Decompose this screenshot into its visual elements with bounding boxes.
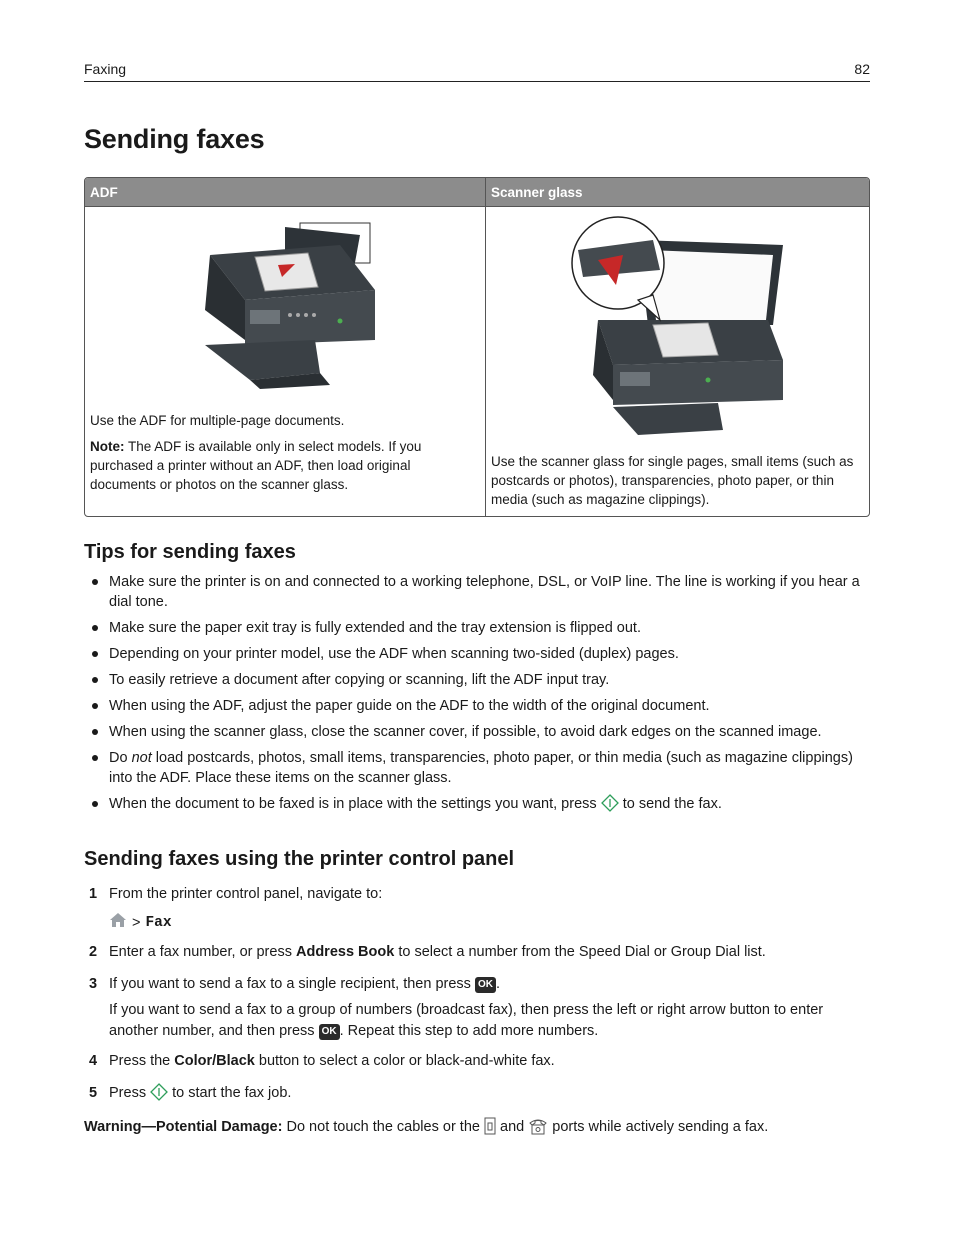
tip8-pre: When the document to be faxed is in place with the settings you want, press <box>109 796 601 812</box>
warning-label: Warning—Potential Damage: <box>84 1119 283 1135</box>
list-item <box>84 794 870 818</box>
phone-port-icon <box>528 1117 548 1141</box>
list-item: Make sure the paper exit tray is fully extended and the tray extension is flipped out. <box>84 618 870 638</box>
step3-pre: If you want to send a fax to a single recipient, then press <box>109 976 475 992</box>
adf-note-label: Note: <box>90 439 125 454</box>
warning-post: ports while actively sending a fax. <box>548 1119 769 1135</box>
adf-note-text: The ADF is available only in select models. If you purchased a printer without an ADF, then load original documents or photos on the scanner glass. <box>90 439 422 492</box>
tip7-post: load postcards, photos, small items, transparencies, photo paper, or thin media (such as magazine clippings) into the ADF. Place these items on the scanner glass. <box>109 750 853 786</box>
header-section: Faxing <box>84 61 127 77</box>
tip7-pre: Do <box>109 750 132 766</box>
ok-button-icon: OK <box>475 977 496 993</box>
step4-bold: Color/Black <box>174 1053 255 1069</box>
warning-mid: and <box>495 1119 529 1135</box>
method-table <box>84 177 870 517</box>
page-title: Sending faxes <box>84 124 265 154</box>
ok-button-icon: OK <box>319 1024 340 1040</box>
path-separator: > <box>132 915 141 931</box>
list-item: Depending on your printer model, use the ADF when scanning two-sided (duplex) pages. <box>84 644 870 664</box>
step-number: 4 <box>89 1053 98 1069</box>
list-item: Make sure the printer is on and connected to a working telephone, DSL, or VoIP line. The line is working if you hear a dial tone. <box>84 572 870 612</box>
step4-pre: Press the <box>109 1053 175 1069</box>
page-number: 82 <box>854 61 870 77</box>
table-header-adf: ADF <box>85 178 486 207</box>
step3-post: . <box>495 976 500 992</box>
adf-note <box>90 437 480 494</box>
tip7-emphasis: not <box>131 750 152 766</box>
line-port-icon <box>484 1117 496 1141</box>
step-number: 2 <box>89 944 98 960</box>
step-number: 1 <box>89 886 98 902</box>
step-number: 3 <box>89 976 98 992</box>
step3b-pre: If you want to send a fax to a group of numbers (broadcast fax), then press the left or right arrow button to enter another number, and then press <box>109 1002 824 1039</box>
step2-bold: Address Book <box>295 944 395 960</box>
step-5 <box>84 1083 870 1108</box>
scanner-glass-illustration <box>491 215 864 437</box>
step-3 <box>84 974 870 1042</box>
tips-heading: Tips for sending faxes <box>84 541 296 563</box>
step-1 <box>84 884 870 935</box>
step-2 <box>84 942 870 963</box>
step5-post: to start the fax job. <box>168 1085 292 1101</box>
steps-list <box>84 884 870 1108</box>
step3-broadcast <box>109 1000 870 1042</box>
step2-post: to select a number from the Speed Dial or Group Dial list. <box>394 944 766 960</box>
table-cell-scanner-glass <box>486 207 869 516</box>
table-header-scanner-glass: Scanner glass <box>486 178 869 207</box>
step5-pre: Press <box>109 1085 151 1101</box>
start-diamond-icon <box>150 1083 168 1108</box>
navigation-path <box>109 912 870 935</box>
scanner-glass-usage-text: Use the scanner glass for single pages, small items (such as postcards or photos), transparencies, photo paper, or thin media (such as magazine clippings). <box>491 454 854 507</box>
table-cell-adf <box>85 207 486 516</box>
step4-post: button to select a color or black-and-white fax. <box>254 1053 555 1069</box>
step2-pre: Enter a fax number, or press <box>109 944 296 960</box>
warning-pre: Do not touch the cables or the <box>282 1119 484 1135</box>
step-4 <box>84 1051 870 1072</box>
step1-text: From the printer control panel, navigate to: <box>109 886 383 902</box>
step-number: 5 <box>89 1085 98 1101</box>
tip8-post: to send the fax. <box>618 796 722 812</box>
running-header <box>84 61 870 82</box>
path-menu-fax: Fax <box>145 915 172 931</box>
tips-list <box>84 572 870 824</box>
list-item: When using the ADF, adjust the paper guide on the ADF to the width of the original document. <box>84 696 870 716</box>
start-diamond-icon <box>601 794 619 818</box>
adf-printer-illustration <box>90 215 480 405</box>
panel-heading: Sending faxes using the printer control panel <box>84 848 515 870</box>
home-icon <box>109 912 127 935</box>
step3b-post: . Repeat this step to add more numbers. <box>339 1023 599 1039</box>
adf-usage-text: Use the ADF for multiple-page documents. <box>90 413 345 428</box>
list-item: To easily retrieve a document after copying or scanning, lift the ADF input tray. <box>84 670 870 690</box>
warning-note <box>84 1117 870 1141</box>
list-item: When using the scanner glass, close the scanner cover, if possible, to avoid dark edges on the scanned image. <box>84 722 870 742</box>
list-item <box>84 748 870 788</box>
